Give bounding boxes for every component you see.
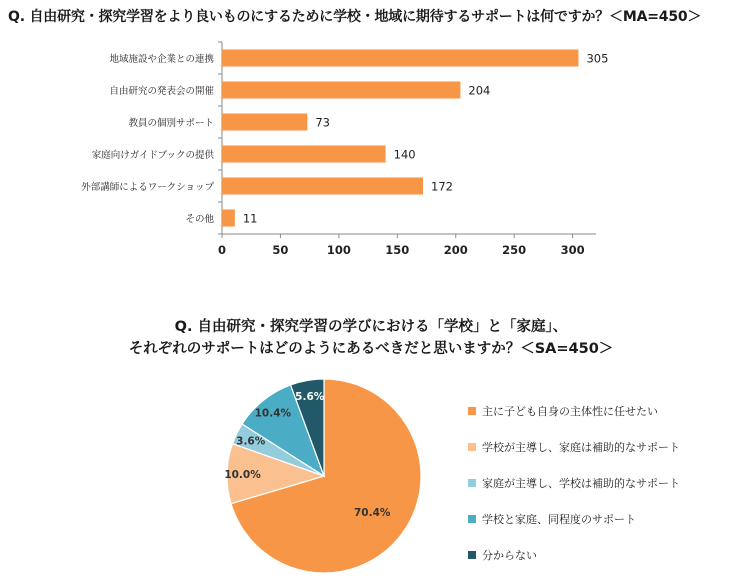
category-label: 教員の個別サポート xyxy=(128,118,214,129)
x-tick-label: 50 xyxy=(272,243,289,257)
legend-swatch xyxy=(468,479,476,487)
data-label: 140 xyxy=(393,147,416,162)
legend-item xyxy=(468,465,738,501)
legend-item xyxy=(468,501,738,537)
legend-label: 家庭が主導し、学校は補助的なサポート xyxy=(482,477,680,490)
data-label: 11 xyxy=(242,211,258,226)
x-tick-label: 0 xyxy=(217,243,227,257)
legend-label: 分からない xyxy=(482,549,537,562)
category-label: その他 xyxy=(185,214,214,225)
pie-data-label: 10.4% xyxy=(254,407,292,420)
pie-data-label: 3.6% xyxy=(236,435,266,448)
legend-swatch xyxy=(468,443,476,451)
legend-item xyxy=(468,537,738,573)
legend-swatch xyxy=(468,515,476,523)
category-label: 地域施設や企業との連携 xyxy=(109,54,214,65)
pie-data-label: 10.0% xyxy=(224,468,261,481)
pie-legend xyxy=(468,393,738,573)
legend-item xyxy=(468,429,738,465)
legend-label: 主に子ども自身の主体性に任せたい xyxy=(482,405,658,418)
legend-item xyxy=(468,393,738,429)
legend-swatch xyxy=(468,551,476,559)
x-tick-label: 250 xyxy=(502,243,527,257)
data-label: 172 xyxy=(431,179,453,194)
x-tick-label: 100 xyxy=(326,243,351,257)
legend-label: 学校が主導し、家庭は補助的なサポート xyxy=(482,441,680,454)
bar-chart-title: Q. 自由研究・探究学習をより良いものにするために学校・地域に期待するサポートは何ですか？＜MA=450＞ xyxy=(8,9,702,25)
pie-data-label: 5.6% xyxy=(295,390,325,403)
pie-title-line-1: Q. 自由研究・探究学習の学びにおける「学校」と「家庭」、 xyxy=(174,319,568,335)
data-label: 73 xyxy=(315,115,330,130)
category-label: 家庭向けガイドブックの提供 xyxy=(91,150,214,161)
category-label: 自由研究の発表会の開催 xyxy=(109,86,214,97)
pie-data-label: 70.4% xyxy=(353,506,391,519)
legend-label: 学校と家庭、同程度のサポート xyxy=(482,513,636,526)
data-label: 305 xyxy=(586,51,609,66)
data-label: 204 xyxy=(468,83,491,98)
pie-title-line-2: それぞれのサポートはどのようにあるべきだと思いますか？＜SA=450＞ xyxy=(128,341,614,357)
x-tick-label: 150 xyxy=(385,243,410,257)
category-label: 外部講師によるワークショップ xyxy=(81,182,214,193)
x-tick-label: 300 xyxy=(560,243,585,257)
legend-swatch xyxy=(468,407,476,415)
x-tick-label: 200 xyxy=(443,243,468,257)
